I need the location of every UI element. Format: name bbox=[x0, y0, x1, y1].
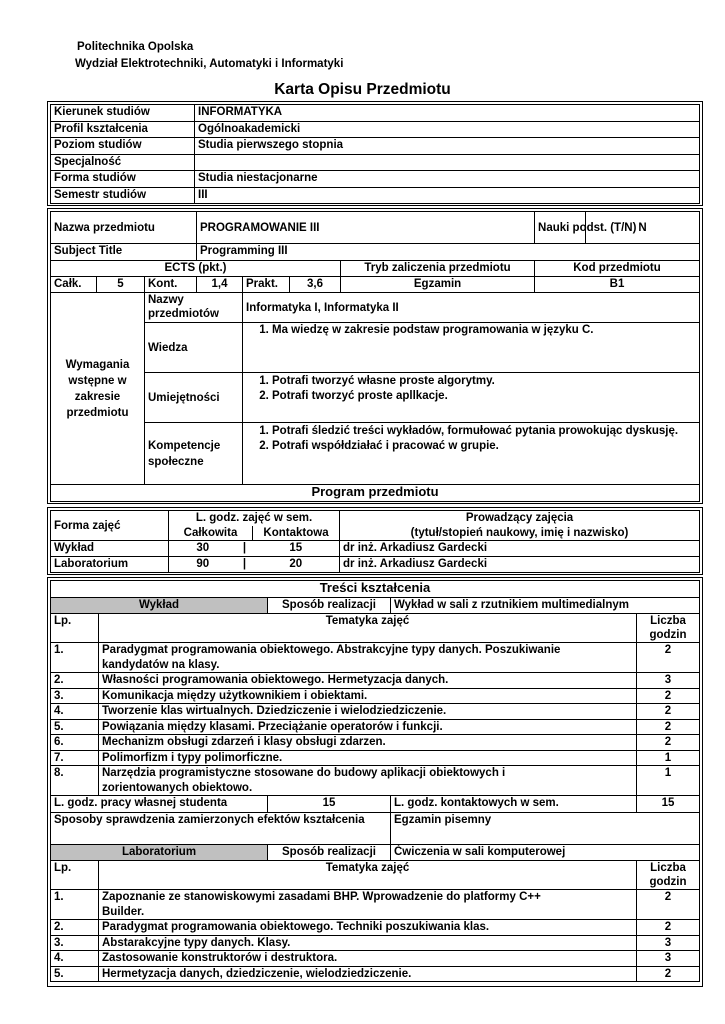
topic-row bbox=[51, 688, 700, 704]
topic-hours: 2 bbox=[637, 890, 700, 920]
topic-text: Tworzenie klas wirtualnych. Dziedziczenie i wielodziedziczenie. bbox=[99, 704, 637, 720]
prereq-names: Informatyka I, Informatyka II bbox=[243, 293, 700, 323]
study-info-value: INFORMATYKA bbox=[195, 105, 700, 122]
study-info-label: Forma studiów bbox=[51, 171, 195, 188]
topic-lp: 1. bbox=[51, 643, 99, 673]
topic-lp: 7. bbox=[51, 750, 99, 766]
topic-lp: 3. bbox=[51, 688, 99, 704]
topic-row bbox=[51, 750, 700, 766]
study-info-value: Ogólnoakademicki bbox=[195, 121, 700, 138]
forma-label: Forma zajęć bbox=[51, 511, 169, 541]
kont-value: 1,4 bbox=[197, 277, 243, 293]
nauki-value: N bbox=[586, 212, 700, 244]
tematyka-header: Tematyka zajęć bbox=[99, 614, 637, 643]
topic-text: Hermetyzacja danych, dziedziczenie, wielodziedziczenie. bbox=[99, 966, 637, 982]
prereq-item: 1. Potrafi śledzić treści wykładów, formułować pytania prowokując dyskusję. bbox=[272, 424, 696, 439]
topic-lp: 4. bbox=[51, 951, 99, 967]
calkowita-label: Całkowita bbox=[169, 526, 253, 541]
program-calkowita: 90 bbox=[169, 557, 237, 573]
course-name: PROGRAMOWANIE III bbox=[197, 212, 535, 244]
topic-row bbox=[51, 704, 700, 720]
own-work-label: L. godz. pracy własnej studenta bbox=[51, 796, 268, 813]
study-info-row bbox=[51, 105, 700, 122]
topic-row bbox=[51, 951, 700, 967]
program-separator: | bbox=[237, 541, 253, 557]
wyklad-columns-row bbox=[51, 614, 700, 643]
study-info-row bbox=[51, 154, 700, 171]
topic-text: Komunikacja między użytkownikiem i obiektami. bbox=[99, 688, 637, 704]
topic-hours: 1 bbox=[637, 750, 700, 766]
topic-lp: 2. bbox=[51, 920, 99, 936]
prereq-item: 1. Potrafi tworzyć własne proste algorytmy. bbox=[272, 374, 696, 389]
subject-title-label: Subject Title bbox=[51, 244, 197, 261]
program-box bbox=[47, 507, 703, 575]
program-forma: Laboratorium bbox=[51, 557, 169, 573]
prowadzacy-label: Prowadzący zajęcia bbox=[340, 511, 700, 526]
study-info-row bbox=[51, 121, 700, 138]
verify-value: Egzamin pisemny bbox=[391, 813, 700, 845]
topic-hours: 2 bbox=[637, 688, 700, 704]
umiejetnosci-list bbox=[243, 373, 700, 423]
topic-text: Polimorfizm i typy polimorficzne. bbox=[99, 750, 637, 766]
topic-lp: 4. bbox=[51, 704, 99, 720]
verify-row bbox=[51, 813, 700, 845]
study-info-label: Kierunek studiów bbox=[51, 105, 195, 122]
tresci-box bbox=[47, 577, 703, 987]
program-prowadzacy: dr inż. Arkadiusz Gardecki bbox=[340, 541, 700, 557]
program-kontaktowa: 20 bbox=[253, 557, 340, 573]
hours-label: L. godz. zajęć w sem. bbox=[169, 511, 340, 526]
study-info-row bbox=[51, 138, 700, 155]
hours-summary-row bbox=[51, 796, 700, 813]
page-title: Karta Opisu Przedmiotu bbox=[274, 81, 451, 98]
tryb-label: Tryb zaliczenia przedmiotu bbox=[341, 261, 535, 277]
tresci-table bbox=[50, 580, 700, 982]
program-calkowita: 30 bbox=[169, 541, 237, 557]
topic-text: Narzędzia programistyczne stosowane do budowy aplikacji obiektowych i zorientowanych obiektowo. bbox=[99, 766, 637, 796]
prereq-names-label: Nazwy przedmiotów bbox=[145, 293, 243, 323]
kont-label: Kont. bbox=[145, 277, 197, 293]
kod-value: B1 bbox=[535, 277, 700, 293]
kontaktowa-label: Kontaktowa bbox=[253, 526, 340, 541]
lab-label: Laboratorium bbox=[51, 845, 268, 861]
program-table bbox=[50, 510, 700, 573]
wyklad-label: Wykład bbox=[51, 598, 268, 614]
topic-hours: 2 bbox=[637, 735, 700, 751]
topic-hours: 2 bbox=[637, 966, 700, 982]
contact-hours-label: L. godz. kontaktowych w sem. bbox=[391, 796, 637, 813]
verify-label: Sposoby sprawdzenia zamierzonych efektów kształcenia bbox=[51, 813, 391, 845]
topic-hours: 3 bbox=[637, 673, 700, 689]
topic-text: Mechanizm obsługi zdarzeń i klasy obsługi zdarzen. bbox=[99, 735, 637, 751]
topic-lp: 5. bbox=[51, 966, 99, 982]
contact-hours-value: 15 bbox=[637, 796, 700, 813]
topic-hours: 2 bbox=[637, 643, 700, 673]
topic-lp: 8. bbox=[51, 766, 99, 796]
calk-value: 5 bbox=[97, 277, 145, 293]
topic-text: Zapoznanie ze stanowiskowymi zasadami BHP. Wprowadzenie do platformy C++ Builder. bbox=[99, 890, 637, 920]
program-kontaktowa: 15 bbox=[253, 541, 340, 557]
topic-row bbox=[51, 719, 700, 735]
study-info-value: III bbox=[195, 187, 700, 204]
topic-row bbox=[51, 890, 700, 920]
topic-text: Powiązania między klasami. Przeciążanie operatorów i funkcji. bbox=[99, 719, 637, 735]
topic-text: Paradygmat programowania obiektowego. Techniki poszukiwania klas. bbox=[99, 920, 637, 936]
topic-lp: 6. bbox=[51, 735, 99, 751]
program-row bbox=[51, 557, 700, 573]
topic-text: Abstarakcyjne typy danych. Klasy. bbox=[99, 935, 637, 951]
lab-columns-row bbox=[51, 861, 700, 890]
course-table bbox=[50, 211, 700, 502]
godziny-header: Liczba godzin bbox=[637, 861, 700, 890]
kompetencje-list bbox=[243, 423, 700, 485]
topic-row bbox=[51, 966, 700, 982]
study-info-value: Studia niestacjonarne bbox=[195, 171, 700, 188]
wyklad-header-row bbox=[51, 598, 700, 614]
topic-hours: 2 bbox=[637, 719, 700, 735]
study-info-value: Studia pierwszego stopnia bbox=[195, 138, 700, 155]
prereq-item: 2. Potrafi współdziałać i pracować w grupie. bbox=[272, 439, 696, 454]
topic-hours: 2 bbox=[637, 920, 700, 936]
wyklad-sposob-label: Sposób realizacji bbox=[268, 598, 391, 614]
ects-label: ECTS (pkt.) bbox=[51, 261, 341, 277]
calk-label: Całk. bbox=[51, 277, 97, 293]
lab-sposob-label: Sposób realizacji bbox=[268, 845, 391, 861]
topic-lp: 2. bbox=[51, 673, 99, 689]
topic-row bbox=[51, 935, 700, 951]
nauki-label: Nauki podst. (T/N) bbox=[535, 212, 586, 244]
program-forma: Wykład bbox=[51, 541, 169, 557]
umiejetnosci-label: Umiejętności bbox=[145, 373, 243, 423]
study-info-label: Profil kształcenia bbox=[51, 121, 195, 138]
prowadzacy-sub: (tytuł/stopień naukowy, imię i nazwisko) bbox=[340, 526, 700, 541]
kod-label: Kod przedmiotu bbox=[535, 261, 700, 277]
tematyka-header: Tematyka zajęć bbox=[99, 861, 637, 890]
course-name-label: Nazwa przedmiotu bbox=[51, 212, 197, 244]
topic-hours: 1 bbox=[637, 766, 700, 796]
faculty-name: Wydział Elektrotechniki, Automatyki i Informatyki bbox=[75, 58, 344, 70]
program-title: Program przedmiotu bbox=[51, 485, 700, 502]
topic-row bbox=[51, 673, 700, 689]
prakt-label: Prakt. bbox=[243, 277, 290, 293]
own-work-value: 15 bbox=[268, 796, 391, 813]
topic-row bbox=[51, 643, 700, 673]
program-separator: | bbox=[237, 557, 253, 573]
study-info-row bbox=[51, 187, 700, 204]
prakt-value: 3,6 bbox=[290, 277, 341, 293]
lp-header: Lp. bbox=[51, 861, 99, 890]
topic-hours: 3 bbox=[637, 951, 700, 967]
topic-hours: 3 bbox=[637, 935, 700, 951]
topic-row bbox=[51, 920, 700, 936]
godziny-header: Liczba godzin bbox=[637, 614, 700, 643]
study-info-label: Poziom studiów bbox=[51, 138, 195, 155]
study-info-table bbox=[50, 104, 700, 204]
study-info-label: Semestr studiów bbox=[51, 187, 195, 204]
tryb-value: Egzamin bbox=[341, 277, 535, 293]
topic-text: Paradygmat programowania obiektowego. Abstrakcyjne typy danych. Poszukiwanie kandydatów na klasy. bbox=[99, 643, 637, 673]
prereq-item: 2. Potrafi tworzyć proste apllkacje. bbox=[272, 389, 696, 404]
topic-lp: 5. bbox=[51, 719, 99, 735]
subject-title: Programming III bbox=[197, 244, 700, 261]
program-row bbox=[51, 541, 700, 557]
lp-header: Lp. bbox=[51, 614, 99, 643]
kompetencje-label: Kompetencje społeczne bbox=[145, 423, 243, 485]
lab-sposob: Ćwiczenia w sali komputerowej bbox=[391, 845, 700, 861]
program-prowadzacy: dr inż. Arkadiusz Gardecki bbox=[340, 557, 700, 573]
lab-header-row bbox=[51, 845, 700, 861]
tresci-title: Treści kształcenia bbox=[51, 581, 700, 598]
topic-text: Własności programowania obiektowego. Hermetyzacja danych. bbox=[99, 673, 637, 689]
study-info-value bbox=[195, 154, 700, 171]
study-info-row bbox=[51, 171, 700, 188]
course-box bbox=[47, 208, 703, 504]
topic-hours: 2 bbox=[637, 704, 700, 720]
wiedza-label: Wiedza bbox=[145, 323, 243, 373]
prereq-item: 1. Ma wiedzę w zakresie podstaw programowania w języku C. bbox=[272, 323, 696, 338]
wiedza-list bbox=[243, 323, 700, 373]
prereq-label: Wymagania wstępne w zakresie przedmiotu bbox=[51, 293, 145, 485]
topic-lp: 1. bbox=[51, 890, 99, 920]
topic-lp: 3. bbox=[51, 935, 99, 951]
topic-text: Zastosowanie konstruktorów i destruktora. bbox=[99, 951, 637, 967]
topic-row bbox=[51, 735, 700, 751]
topic-row bbox=[51, 766, 700, 796]
study-info-box bbox=[47, 101, 703, 206]
study-info-label: Specjalność bbox=[51, 154, 195, 171]
wyklad-sposob: Wykład w sali z rzutnikiem multimedialnym bbox=[391, 598, 700, 614]
university-name: Politechnika Opolska bbox=[77, 41, 194, 53]
